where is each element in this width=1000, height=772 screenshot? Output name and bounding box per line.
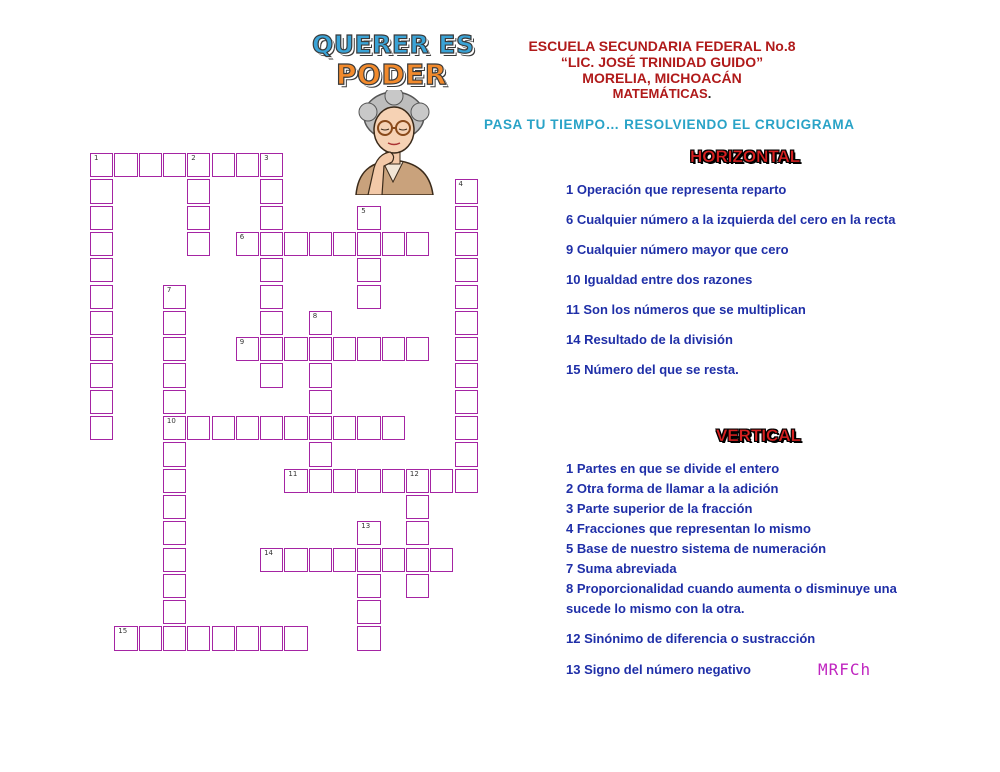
crossword-cell[interactable] bbox=[406, 495, 429, 519]
crossword-cell[interactable] bbox=[309, 390, 332, 414]
crossword-cell[interactable] bbox=[284, 469, 307, 493]
crossword-cell[interactable] bbox=[90, 179, 113, 203]
crossword-cell[interactable] bbox=[357, 469, 380, 493]
crossword-cell[interactable] bbox=[455, 416, 478, 440]
crossword-cell[interactable] bbox=[406, 521, 429, 545]
clue-number: 1 bbox=[94, 154, 99, 162]
clue-number: 12 bbox=[409, 469, 419, 478]
crossword-cell[interactable] bbox=[260, 179, 283, 203]
clue-number: 13 bbox=[361, 522, 371, 531]
crossword-cell[interactable] bbox=[406, 337, 429, 361]
crossword-cell[interactable] bbox=[163, 442, 186, 466]
crossword-cell[interactable] bbox=[357, 521, 380, 545]
crossword-cell[interactable] bbox=[139, 153, 162, 177]
crossword-cell[interactable] bbox=[455, 285, 478, 309]
vertical-clue-4: 4 Fracciones que representan lo mismo bbox=[566, 521, 811, 536]
clue-number: 14 bbox=[264, 548, 274, 557]
crossword-cell[interactable] bbox=[406, 469, 429, 493]
crossword-cell[interactable] bbox=[382, 337, 405, 361]
horizontal-clue-14: 14 Resultado de la división bbox=[566, 332, 733, 347]
crossword-cell[interactable] bbox=[163, 390, 186, 414]
crossword-cell[interactable] bbox=[333, 416, 356, 440]
clue-number: 4 bbox=[458, 180, 463, 189]
crossword-cell[interactable] bbox=[212, 626, 235, 650]
crossword-cell[interactable] bbox=[90, 206, 113, 230]
crossword-cell[interactable] bbox=[163, 469, 186, 493]
crossword-cell[interactable] bbox=[114, 153, 137, 177]
crossword-cell[interactable] bbox=[455, 469, 478, 493]
vertical-clue-1: 1 Partes en que se divide el entero bbox=[566, 461, 780, 476]
crossword-cell[interactable] bbox=[163, 311, 186, 335]
crossword-cell[interactable] bbox=[90, 416, 113, 440]
clue-number: 2 bbox=[191, 154, 196, 162]
vertical-clue-8: 8 Proporcionalidad cuando aumenta o disminuye una bbox=[566, 581, 897, 596]
crossword-cell[interactable] bbox=[260, 337, 283, 361]
logo-title-line2: PODER bbox=[336, 58, 447, 91]
crossword-cell[interactable] bbox=[90, 285, 113, 309]
crossword-cell[interactable] bbox=[260, 311, 283, 335]
vertical-clue-8-continued: sucede lo mismo con la otra. bbox=[566, 601, 745, 616]
crossword-cell[interactable] bbox=[90, 153, 113, 177]
crossword-cell[interactable] bbox=[357, 626, 380, 650]
crossword-cell[interactable] bbox=[236, 337, 259, 361]
subject-dot: . bbox=[707, 86, 712, 101]
crossword-cell[interactable] bbox=[260, 232, 283, 256]
crossword-cell[interactable] bbox=[357, 258, 380, 282]
horizontal-clue-6: 6 Cualquier número a la izquierda del cero en la recta bbox=[566, 212, 896, 227]
vertical-clue-3: 3 Parte superior de la fracción bbox=[566, 501, 753, 516]
crossword-cell[interactable] bbox=[187, 153, 210, 177]
crossword-cell[interactable] bbox=[114, 626, 137, 650]
crossword-cell[interactable] bbox=[212, 416, 235, 440]
crossword-cell[interactable] bbox=[357, 285, 380, 309]
crossword-cell[interactable] bbox=[284, 232, 307, 256]
instruction-text: PASA TU TIEMPO… RESOLVIENDO EL CRUCIGRAMA bbox=[484, 117, 855, 132]
crossword-cell[interactable] bbox=[406, 574, 429, 598]
crossword-cell[interactable] bbox=[309, 416, 332, 440]
author-signature: MRFCh bbox=[818, 660, 872, 679]
crossword-cell[interactable] bbox=[284, 416, 307, 440]
vertical-clue-13: 13 Signo del número negativo bbox=[566, 662, 751, 677]
crossword-cell[interactable] bbox=[333, 548, 356, 572]
clue-number: 5 bbox=[361, 206, 366, 215]
subject-label bbox=[512, 86, 812, 101]
crossword-cell[interactable] bbox=[236, 153, 259, 177]
crossword-cell[interactable] bbox=[260, 206, 283, 230]
crossword-cell[interactable] bbox=[163, 600, 186, 624]
crossword-cell[interactable] bbox=[260, 153, 283, 177]
crossword-cell[interactable] bbox=[455, 311, 478, 335]
crossword-cell[interactable] bbox=[163, 153, 186, 177]
school-city: MORELIA, MICHOACÁN bbox=[582, 70, 742, 86]
vertical-clue-12: 12 Sinónimo de diferencia o sustracción bbox=[566, 631, 816, 646]
crossword-cell[interactable] bbox=[309, 548, 332, 572]
crossword-cell[interactable] bbox=[430, 548, 453, 572]
horizontal-clue-9: 9 Cualquier número mayor que cero bbox=[566, 242, 789, 257]
crossword-cell[interactable] bbox=[187, 416, 210, 440]
crossword-cell[interactable] bbox=[357, 337, 380, 361]
crossword-cell[interactable] bbox=[187, 626, 210, 650]
crossword-cell[interactable] bbox=[90, 390, 113, 414]
crossword-cell[interactable] bbox=[163, 416, 186, 440]
horizontal-clue-1: 1 Operación que representa reparto bbox=[566, 182, 787, 197]
crossword-cell[interactable] bbox=[455, 442, 478, 466]
clue-number: 3 bbox=[264, 154, 269, 162]
crossword-cell[interactable] bbox=[163, 363, 186, 387]
crossword-cell[interactable] bbox=[455, 206, 478, 230]
crossword-cell[interactable] bbox=[260, 285, 283, 309]
crossword-cell[interactable] bbox=[382, 548, 405, 572]
horizontal-clue-10: 10 Igualdad entre dos razones bbox=[566, 272, 753, 287]
crossword-cell[interactable] bbox=[90, 337, 113, 361]
crossword-cell[interactable] bbox=[309, 232, 332, 256]
crossword-cell[interactable] bbox=[187, 232, 210, 256]
crossword-cell[interactable] bbox=[260, 258, 283, 282]
crossword-cell[interactable] bbox=[309, 442, 332, 466]
crossword-cell[interactable] bbox=[236, 232, 259, 256]
crossword-cell[interactable] bbox=[333, 469, 356, 493]
crossword-cell[interactable] bbox=[357, 600, 380, 624]
school-name: ESCUELA SECUNDARIA FEDERAL No.8 bbox=[528, 38, 796, 54]
vertical-clue-2: 2 Otra forma de llamar a la adición bbox=[566, 481, 779, 496]
crossword-cell[interactable] bbox=[260, 548, 283, 572]
crossword-cell[interactable] bbox=[163, 285, 186, 309]
crossword-cell[interactable] bbox=[90, 258, 113, 282]
crossword-cell[interactable] bbox=[455, 232, 478, 256]
clue-number: 11 bbox=[288, 469, 298, 478]
crossword-cell[interactable] bbox=[260, 626, 283, 650]
crossword-cell[interactable] bbox=[284, 337, 307, 361]
crossword-cell[interactable] bbox=[309, 363, 332, 387]
subject-text: MATEMÁTICAS bbox=[612, 86, 708, 101]
crossword-cell[interactable] bbox=[90, 363, 113, 387]
crossword-cell[interactable] bbox=[212, 153, 235, 177]
crossword-cell[interactable] bbox=[455, 390, 478, 414]
crossword-cell[interactable] bbox=[357, 574, 380, 598]
crossword-cell[interactable] bbox=[163, 626, 186, 650]
crossword-cell[interactable] bbox=[357, 548, 380, 572]
school-honoree: “LIC. JOSÉ TRINIDAD GUIDO” bbox=[560, 54, 764, 70]
clue-number: 15 bbox=[118, 627, 128, 636]
crossword-cell[interactable] bbox=[382, 469, 405, 493]
crossword-cell[interactable] bbox=[455, 179, 478, 203]
grandmother-thinking-illustration bbox=[338, 90, 448, 195]
crossword-cell[interactable] bbox=[187, 206, 210, 230]
crossword-cell[interactable] bbox=[90, 232, 113, 256]
crossword-cell[interactable] bbox=[90, 311, 113, 335]
crossword-cell[interactable] bbox=[284, 626, 307, 650]
clue-number: 6 bbox=[239, 232, 245, 241]
horizontal-clue-15: 15 Número del que se resta. bbox=[566, 362, 739, 377]
clue-number: 7 bbox=[166, 285, 172, 294]
crossword-cell[interactable] bbox=[187, 179, 210, 203]
crossword-cell[interactable] bbox=[163, 337, 186, 361]
clue-number: 8 bbox=[312, 311, 318, 320]
crossword-cell[interactable] bbox=[284, 548, 307, 572]
crossword-cell[interactable] bbox=[309, 311, 332, 335]
vertical-title: VERTICAL bbox=[716, 426, 801, 445]
crossword-cell[interactable] bbox=[260, 416, 283, 440]
crossword-cell[interactable] bbox=[163, 574, 186, 598]
crossword-cell[interactable] bbox=[382, 232, 405, 256]
crossword-cell[interactable] bbox=[455, 363, 478, 387]
crossword-cell[interactable] bbox=[406, 548, 429, 572]
crossword-cell[interactable] bbox=[139, 626, 162, 650]
clue-number: 10 bbox=[166, 417, 176, 425]
vertical-clue-7: 7 Suma abreviada bbox=[566, 561, 677, 576]
crossword-cell[interactable] bbox=[236, 416, 259, 440]
crossword-cell[interactable] bbox=[163, 548, 186, 572]
crossword-cell[interactable] bbox=[406, 232, 429, 256]
horizontal-clue-11: 11 Son los números que se multiplican bbox=[566, 302, 806, 317]
crossword-cell[interactable] bbox=[357, 232, 380, 256]
logo-title-line1: QUERER ES bbox=[312, 30, 475, 59]
crossword-cell[interactable] bbox=[455, 258, 478, 282]
crossword-cell[interactable] bbox=[309, 469, 332, 493]
crossword-cell[interactable] bbox=[309, 337, 332, 361]
crossword-cell[interactable] bbox=[430, 469, 453, 493]
crossword-cell[interactable] bbox=[163, 521, 186, 545]
crossword-cell[interactable] bbox=[455, 337, 478, 361]
horizontal-title: HORIZONTAL bbox=[690, 147, 801, 166]
crossword-cell[interactable] bbox=[333, 232, 356, 256]
crossword-cell[interactable] bbox=[333, 337, 356, 361]
crossword-cell[interactable] bbox=[260, 363, 283, 387]
clue-number: 9 bbox=[239, 338, 245, 347]
vertical-clue-5: 5 Base de nuestro sistema de numeración bbox=[566, 541, 827, 556]
crossword-cell[interactable] bbox=[236, 626, 259, 650]
crossword-cell[interactable] bbox=[382, 416, 405, 440]
crossword-cell[interactable] bbox=[163, 495, 186, 519]
crossword-cell[interactable] bbox=[357, 416, 380, 440]
crossword-cell[interactable] bbox=[357, 206, 380, 230]
